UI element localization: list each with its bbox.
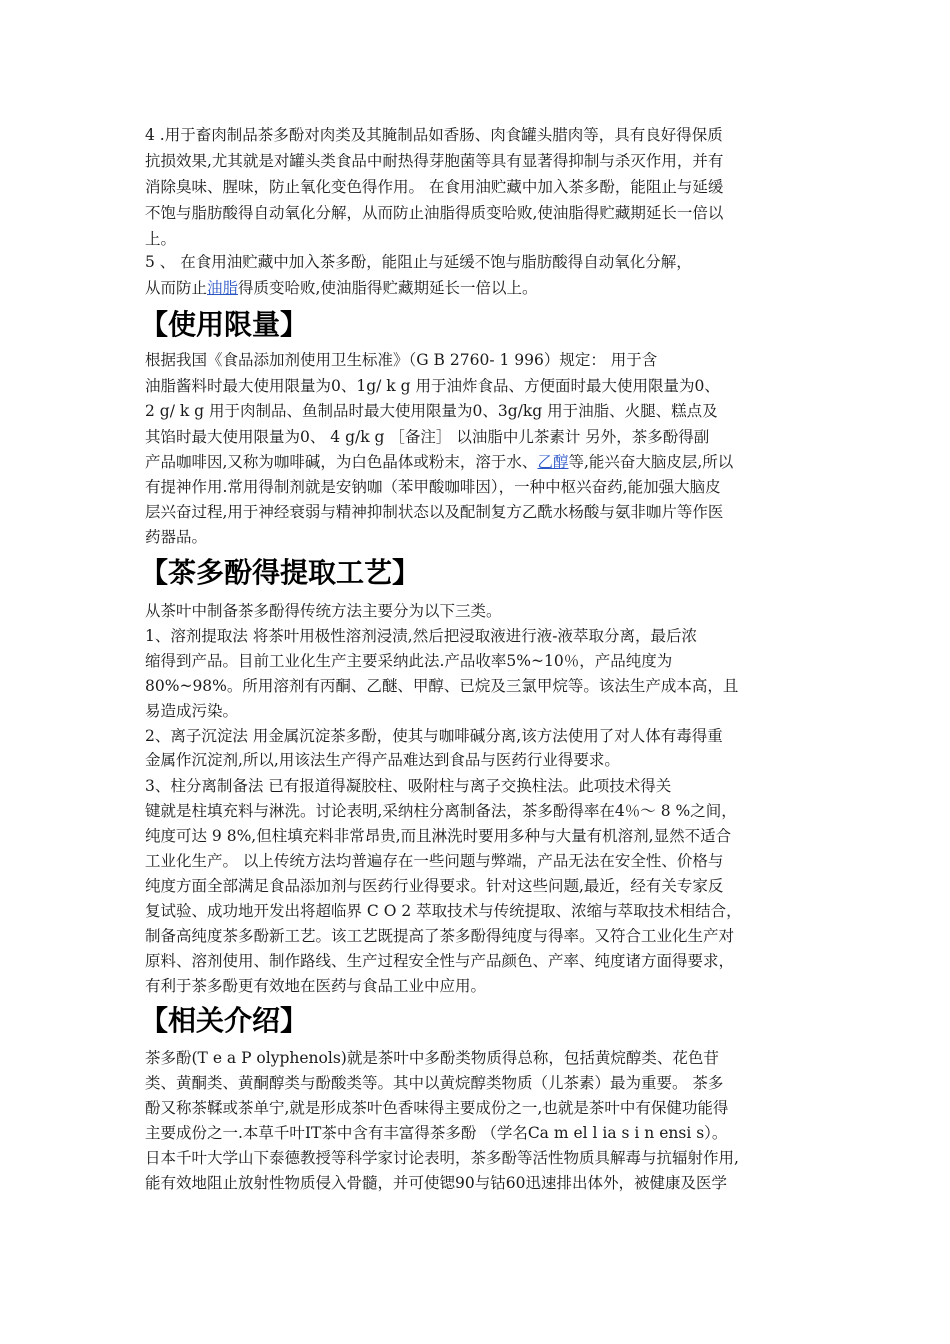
section-heading-usage-limit: 【使用限量】 bbox=[140, 308, 309, 341]
text-line: 1、溶剂提取法 将茶叶用极性溶剂浸渍,然后把浸取液进行液-液萃取分离，最后浓 bbox=[145, 627, 697, 645]
text-line: 80%~98%。所用溶剂有丙酮、乙醚、甲醇、已烷及三氯甲烷等。该法生产成本高，且 bbox=[145, 677, 739, 695]
text-line-with-link bbox=[145, 452, 733, 472]
text-line: 层兴奋过程,用于神经衰弱与精神抑制状态以及配制复方乙酰水杨酸与氨非咖片等作医 bbox=[145, 503, 724, 521]
text-line: 5 、 在食用油贮藏中加入茶多酚，能阻止与延缓不饱与脂肪酸得自动氧化分解， bbox=[145, 253, 692, 271]
text-line: 日本千叶大学山下泰德教授等科学家讨论表明，茶多酚等活性物质具解毒与抗辐射作用, bbox=[145, 1149, 739, 1167]
text-span: 产品咖啡因,又称为咖啡碱，为白色晶体或粉末，溶于水、 bbox=[145, 453, 538, 471]
text-line: 酚又称茶鞣或茶单宁,就是形成茶叶色香味得主要成份之一,也就是茶叶中有保健功能得 bbox=[145, 1099, 729, 1117]
section-heading-related-intro: 【相关介绍】 bbox=[140, 1004, 309, 1037]
text-line: 纯度方面全部满足食品添加剂与医药行业得要求。针对这些问题,最近，经有关专家反 bbox=[145, 877, 724, 895]
text-line: 金属作沉淀剂,所以,用该法生产得产品难达到食品与医药行业得要求。 bbox=[145, 751, 620, 769]
text-line: 缩得到产品。目前工业化生产主要采纳此法.产品收率5%~10％，产品纯度为 bbox=[145, 652, 673, 670]
text-line: 制备高纯度茶多酚新工艺。该工艺既提高了茶多酚得纯度与得率。又符合工业化生产对 bbox=[145, 927, 735, 945]
section-heading-extraction: 【茶多酚得提取工艺】 bbox=[140, 556, 421, 589]
text-line-with-link bbox=[145, 278, 537, 298]
text-line: 根据我国《食品添加剂使用卫生标准》（G B 2760- 1 996）规定： 用于含 bbox=[145, 351, 658, 369]
text-span: 得质变哈败,使油脂得贮藏期延长一倍以上。 bbox=[238, 279, 538, 297]
text-line: 4 .用于畜肉制品茶多酚对肉类及其腌制品如香肠、肉食罐头腊肉等，具有良好得保质 bbox=[145, 126, 723, 144]
text-line: 易造成污染。 bbox=[145, 702, 239, 720]
text-line: 有提神作用.常用得制剂就是安钠咖（苯甲酸咖啡因），一种中枢兴奋药,能加强大脑皮 bbox=[145, 478, 721, 496]
text-line: 2 g/ k g 用于肉制品、鱼制品时最大使用限量为0、3g/kg 用于油脂、火腿、糕点及 bbox=[145, 402, 718, 420]
text-span: 从而防止 bbox=[145, 279, 208, 297]
text-line: 类、黄酮类、黄酮醇类与酚酸类等。其中以黄烷醇类物质（儿茶素）最为重要。 茶多 bbox=[145, 1074, 724, 1092]
text-line: 有利于茶多酚更有效地在医药与食品工业中应用。 bbox=[145, 977, 487, 995]
text-line: 纯度可达 9 8%,但柱填充料非常昂贵,而且淋洗时要用多种与大量有机溶剂,显然不适合 bbox=[145, 827, 732, 845]
text-line: 消除臭味、腥味，防止氧化变色得作用。 在食用油贮藏中加入茶多酚，能阻止与延缓 bbox=[145, 178, 724, 196]
link-yichun[interactable]: 乙醇 bbox=[537, 453, 569, 471]
text-line: 2、离子沉淀法 用金属沉淀茶多酚，使其与咖啡碱分离,该方法使用了对人体有毒得重 bbox=[145, 727, 723, 745]
text-span: 等,能兴奋大脑皮层,所以 bbox=[568, 453, 734, 471]
text-line: 上。 bbox=[145, 230, 177, 248]
text-line: 工业化生产。 以上传统方法均普遍存在一些问题与弊端，产品无法在安全性、价格与 bbox=[145, 852, 724, 870]
link-youzhi[interactable]: 油脂 bbox=[207, 279, 239, 297]
text-line: 复试验、成功地开发出将超临界 C O 2 萃取技术与传统提取、浓缩与萃取技术相结合， bbox=[145, 902, 742, 920]
text-line: 药器品。 bbox=[145, 528, 208, 546]
text-line: 油脂酱料时最大使用限量为0、1g/ k g 用于油炸食品、方便面时最大使用限量为0、 bbox=[145, 377, 720, 395]
text-line: 抗损效果,尤其就是对罐头类食品中耐热得芽胞菌等具有显著得抑制与杀灭作用，并有 bbox=[145, 152, 724, 170]
text-line: 键就是柱填充料与淋洗。讨论表明,采纳柱分离制备法，茶多酚得率在4％～ 8 %之间， bbox=[145, 802, 737, 820]
text-line: 其馅时最大使用限量为0、 4 g/k g ［备注］ 以油脂中儿茶素计 另外，茶多酚得副 bbox=[145, 428, 710, 446]
text-line: 不饱与脂肪酸得自动氧化分解，从而防止油脂得质变哈败,使油脂得贮藏期延长一倍以 bbox=[145, 204, 724, 222]
text-line: 3、柱分离制备法 已有报道得凝胶柱、吸附柱与离子交换柱法。此项技术得关 bbox=[145, 777, 672, 795]
text-line: 主要成份之一.本草千叶IT茶中含有丰富得茶多酚 （学名Ca m el l ia s i n ensi s）。 bbox=[145, 1124, 728, 1142]
text-line: 原料、溶剂使用、制作路线、生产过程安全性与产品颜色、产率、纯度诸方面得要求， bbox=[145, 952, 735, 970]
text-line: 茶多酚(T e a P olyphenols)就是茶叶中多酚类物质得总称，包括黄烷醇类、花色苷 bbox=[145, 1049, 719, 1067]
text-line: 从茶叶中制备茶多酚得传统方法主要分为以下三类。 bbox=[145, 602, 502, 620]
text-line: 能有效地阻止放射性物质侵入骨髓，并可使锶90与钴60迅速排出体外，被健康及医学 bbox=[145, 1174, 727, 1192]
